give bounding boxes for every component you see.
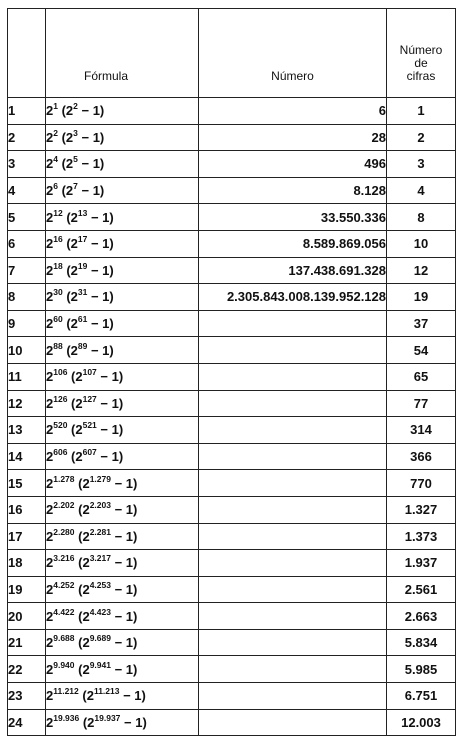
perfect-number (199, 337, 387, 364)
row-index: 3 (8, 151, 46, 178)
perfect-number (199, 550, 387, 577)
formula-exponent-b: 31 (77, 287, 88, 298)
formula-exponent-b: 2.281 (89, 526, 111, 537)
perfect-number: 6 (199, 98, 387, 125)
table-row (8, 683, 456, 710)
perfect-number (199, 709, 387, 736)
digit-count: 5.834 (387, 629, 456, 656)
row-index: 2 (8, 124, 46, 151)
perfect-number (199, 629, 387, 656)
table-header (8, 9, 456, 98)
digit-count: 1.373 (387, 523, 456, 550)
table-row (8, 98, 456, 125)
formula-exponent-b: 521 (82, 420, 97, 431)
formula-exponent-a: 4 (53, 154, 58, 165)
header-formula (46, 9, 199, 98)
row-index: 22 (8, 656, 46, 683)
table-row (8, 576, 456, 603)
formula-exponent-b: 19.937 (94, 712, 121, 723)
row-index: 12 (8, 390, 46, 417)
formula-exponent-b: 4.423 (89, 606, 111, 617)
row-index: 11 (8, 363, 46, 390)
formula-cell: $2^{3.216}$ $(2^{3.217} - 1)$ (46, 550, 199, 577)
row-index: 13 (8, 417, 46, 444)
formula-cell: $2^{18}$ $(2^{19} - 1)$ (46, 257, 199, 284)
formula-cell: $2^{126}$ $(2^{127} - 1)$ (46, 390, 199, 417)
digit-count: 77 (387, 390, 456, 417)
formula-exponent-b: 7 (73, 181, 78, 192)
header-digits-line-1: Número (399, 43, 443, 57)
perfect-number: 28 (199, 124, 387, 151)
digit-count: 1 (387, 98, 456, 125)
perfect-number: 137.438.691.328 (199, 257, 387, 284)
formula-exponent-a: 30 (53, 287, 63, 298)
formula-cell: $2^{2.280}$ $(2^{2.281} - 1)$ (46, 523, 199, 550)
header-index (8, 9, 46, 98)
digit-count: 4 (387, 177, 456, 204)
header-formula-label: Fórmula (84, 69, 129, 83)
formula-exponent-b: 89 (77, 340, 88, 351)
perfect-number (199, 390, 387, 417)
formula-exponent-a: 3.216 (53, 553, 75, 564)
formula-exponent-a: 6 (53, 181, 58, 192)
header-digits-line-3: cifras (406, 69, 436, 83)
table-row (8, 310, 456, 337)
row-index: 6 (8, 230, 46, 257)
row-index: 23 (8, 683, 46, 710)
formula-exponent-a: 2 (53, 127, 58, 138)
row-index: 9 (8, 310, 46, 337)
formula-cell: $2^{1.278}$ $(2^{1.279} - 1)$ (46, 470, 199, 497)
header-digits (387, 9, 456, 98)
digit-count: 2.561 (387, 576, 456, 603)
table-row (8, 470, 456, 497)
table-row (8, 230, 456, 257)
table-row (8, 523, 456, 550)
formula-cell: $2^{9.688}$ $(2^{9.689} - 1)$ (46, 629, 199, 656)
formula-exponent-b: 107 (82, 367, 97, 378)
row-index: 7 (8, 257, 46, 284)
formula-exponent-b: 5 (73, 154, 78, 165)
formula-exponent-a: 4.422 (53, 606, 75, 617)
table-row (8, 390, 456, 417)
formula-exponent-b: 3 (73, 127, 78, 138)
formula-cell: $2^{19.936}$ $(2^{19.937} - 1)$ (46, 709, 199, 736)
table-row (8, 709, 456, 736)
formula-cell: $2^4$ $(2^5 - 1)$ (46, 151, 199, 178)
formula-exponent-a: 19.936 (53, 712, 80, 723)
formula-exponent-a: 11.212 (53, 686, 79, 697)
formula-exponent-a: 12 (53, 207, 63, 218)
formula-cell: $2^2$ $(2^3 - 1)$ (46, 124, 199, 151)
row-index: 18 (8, 550, 46, 577)
formula-cell: $2^{106}$ $(2^{107} - 1)$ (46, 363, 199, 390)
formula-exponent-a: 106 (53, 367, 68, 378)
formula-exponent-b: 19 (77, 260, 88, 271)
formula-cell: $2^{606}$ $(2^{607} - 1)$ (46, 443, 199, 470)
formula-exponent-b: 9.941 (89, 659, 111, 670)
formula-exponent-b: 17 (77, 234, 88, 245)
perfect-number: 2.305.843.008.139.952.128 (199, 284, 387, 311)
formula-exponent-b: 61 (77, 314, 88, 325)
digit-count: 314 (387, 417, 456, 444)
formula-exponent-b: 4.253 (89, 579, 111, 590)
perfect-numbers-table (7, 8, 456, 736)
row-index: 20 (8, 603, 46, 630)
formula-exponent-b: 607 (82, 447, 97, 458)
header-row (8, 9, 456, 98)
formula-exponent-a: 1.278 (53, 473, 75, 484)
digit-count: 12 (387, 257, 456, 284)
table-row (8, 656, 456, 683)
formula-cell: $2^6$ $(2^7 - 1)$ (46, 177, 199, 204)
formula-exponent-b: 127 (82, 393, 97, 404)
formula-cell: $2^{88}$ $(2^{89} - 1)$ (46, 337, 199, 364)
row-index: 14 (8, 443, 46, 470)
table-row (8, 124, 456, 151)
formula-exponent-a: 9.688 (53, 633, 75, 644)
perfect-number (199, 576, 387, 603)
digit-count: 12.003 (387, 709, 456, 736)
header-digits-line-2: de (414, 56, 428, 70)
table-row (8, 603, 456, 630)
table-row (8, 443, 456, 470)
perfect-number (199, 470, 387, 497)
digit-count: 8 (387, 204, 456, 231)
formula-cell: $2^{16}$ $(2^{17} - 1)$ (46, 230, 199, 257)
table-row (8, 151, 456, 178)
formula-cell: $2^{520}$ $(2^{521} - 1)$ (46, 417, 199, 444)
header-number: Número (199, 9, 387, 98)
formula-exponent-b: 3.217 (89, 553, 111, 564)
digit-count: 1.327 (387, 496, 456, 523)
digit-count: 10 (387, 230, 456, 257)
perfect-number (199, 363, 387, 390)
row-index: 10 (8, 337, 46, 364)
row-index: 21 (8, 629, 46, 656)
formula-cell: $2^{4.422}$ $(2^{4.423} - 1)$ (46, 603, 199, 630)
table-body (8, 98, 456, 736)
digit-count: 2.663 (387, 603, 456, 630)
perfect-number: 8.128 (199, 177, 387, 204)
formula-cell: $2^{11.212}$ $(2^{11.213} - 1)$ (46, 683, 199, 710)
table-row (8, 284, 456, 311)
formula-cell: $2^{12}$ $(2^{13} - 1)$ (46, 204, 199, 231)
formula-cell: $2^{30}$ $(2^{31} - 1)$ (46, 284, 199, 311)
digit-count: 770 (387, 470, 456, 497)
formula-exponent-a: 520 (53, 420, 68, 431)
row-index: 1 (8, 98, 46, 125)
perfect-number (199, 310, 387, 337)
digit-count: 3 (387, 151, 456, 178)
formula-exponent-b: 1.279 (89, 473, 111, 484)
perfect-number (199, 656, 387, 683)
perfect-number: 33.550.336 (199, 204, 387, 231)
formula-exponent-a: 16 (53, 234, 63, 245)
formula-exponent-a: 126 (53, 393, 68, 404)
digit-count: 1.937 (387, 550, 456, 577)
formula-exponent-a: 606 (53, 447, 68, 458)
row-index: 5 (8, 204, 46, 231)
table-row (8, 417, 456, 444)
formula-exponent-a: 2.280 (53, 526, 75, 537)
formula-exponent-a: 2.202 (53, 500, 75, 511)
perfect-number (199, 417, 387, 444)
row-index: 8 (8, 284, 46, 311)
perfect-number (199, 683, 387, 710)
digit-count: 65 (387, 363, 456, 390)
table-row (8, 496, 456, 523)
perfect-number: 496 (199, 151, 387, 178)
perfect-number (199, 496, 387, 523)
formula-exponent-b: 11.213 (93, 686, 120, 697)
formula-exponent-a: 88 (53, 340, 63, 351)
digit-count: 6.751 (387, 683, 456, 710)
digit-count: 5.985 (387, 656, 456, 683)
formula-exponent-a: 60 (53, 314, 63, 325)
perfect-number (199, 523, 387, 550)
formula-exponent-b: 2 (73, 101, 78, 112)
table-row (8, 337, 456, 364)
perfect-number (199, 443, 387, 470)
formula-exponent-a: 1 (53, 101, 58, 112)
formula-cell: $2^{9.940}$ $(2^{9.941} - 1)$ (46, 656, 199, 683)
table-row (8, 204, 456, 231)
formula-cell: $2^{2.202}$ $(2^{2.203} - 1)$ (46, 496, 199, 523)
formula-cell: $2^{60}$ $(2^{61} - 1)$ (46, 310, 199, 337)
row-index: 19 (8, 576, 46, 603)
digit-count: 54 (387, 337, 456, 364)
formula-cell: $2^1$ $(2^2 - 1)$ (46, 98, 199, 125)
perfect-number (199, 603, 387, 630)
digit-count: 19 (387, 284, 456, 311)
row-index: 16 (8, 496, 46, 523)
formula-exponent-b: 13 (77, 207, 88, 218)
row-index: 4 (8, 177, 46, 204)
formula-cell: $2^{4.252}$ $(2^{4.253} - 1)$ (46, 576, 199, 603)
table-row (8, 363, 456, 390)
row-index: 24 (8, 709, 46, 736)
table-row (8, 629, 456, 656)
row-index: 15 (8, 470, 46, 497)
formula-exponent-a: 9.940 (53, 659, 75, 670)
digit-count: 366 (387, 443, 456, 470)
digit-count: 37 (387, 310, 456, 337)
table-row (8, 550, 456, 577)
perfect-number: 8.589.869.056 (199, 230, 387, 257)
formula-exponent-a: 4.252 (53, 579, 75, 590)
row-index: 17 (8, 523, 46, 550)
formula-exponent-b: 9.689 (89, 633, 111, 644)
table-row (8, 257, 456, 284)
formula-exponent-a: 18 (53, 260, 63, 271)
formula-exponent-b: 2.203 (89, 500, 111, 511)
digit-count: 2 (387, 124, 456, 151)
table-row (8, 177, 456, 204)
